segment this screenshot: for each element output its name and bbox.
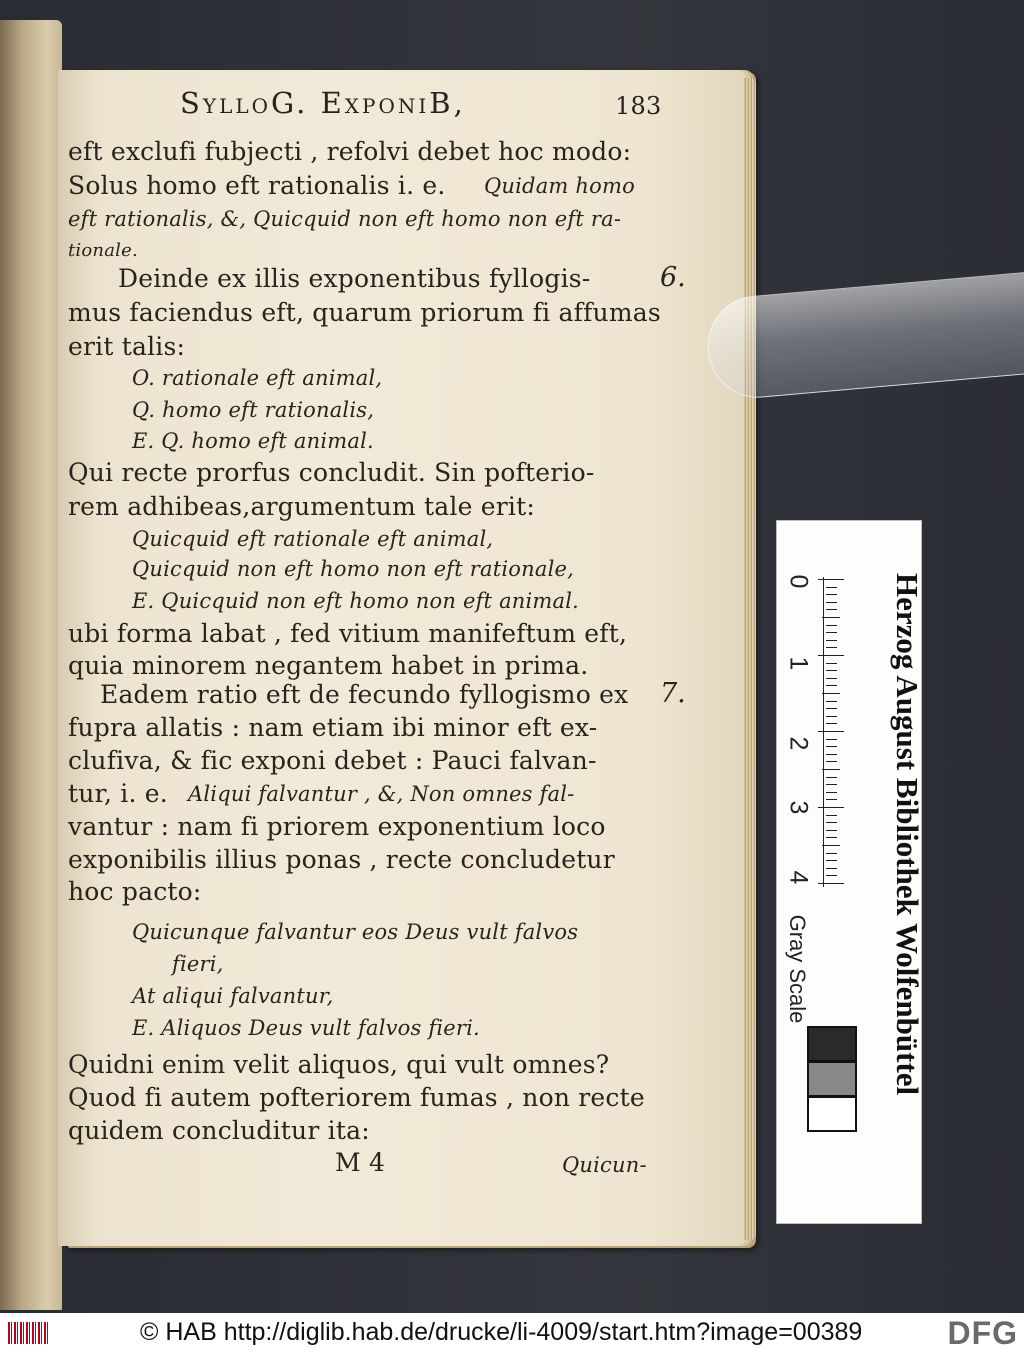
ruler-tick bbox=[818, 655, 844, 656]
text-line: fupra allatis : nam etiam ibi minor eft ex- bbox=[68, 713, 598, 742]
text-line: exponibilis illius ponas , recte concludetur bbox=[68, 845, 615, 874]
margin-note: 6. bbox=[660, 262, 686, 293]
ruler-ticks bbox=[777, 521, 857, 901]
ruler-tick bbox=[826, 640, 837, 641]
text-line: ubi forma labat , fed vitium manifeftum eft, bbox=[68, 619, 628, 648]
signature-mark: M 4 bbox=[335, 1148, 386, 1177]
text-line: erit talis: bbox=[68, 332, 186, 361]
ruler-tick bbox=[826, 594, 837, 595]
text-line: Eadem ratio eft de fecundo fyllogismo ex bbox=[100, 680, 629, 709]
ruler-tick bbox=[826, 663, 837, 664]
text-line: Qui recte prorfus concludit. Sin pofterio- bbox=[68, 458, 595, 487]
ruler-tick bbox=[826, 632, 837, 633]
italic-line: eft rationalis, &, Quicquid non eft homo non eft ra- bbox=[68, 207, 622, 231]
text-line: mus faciendus eft, quarum priorum fi affumas bbox=[68, 298, 661, 327]
gray-swatch-light bbox=[807, 1096, 857, 1132]
ruler-tick bbox=[826, 602, 837, 603]
ruler-tick bbox=[826, 670, 837, 671]
ruler-number: 2 bbox=[784, 736, 813, 751]
italic-line: Q. homo eft rationalis, bbox=[132, 398, 375, 422]
ruler-tick bbox=[826, 678, 837, 679]
ruler-tick bbox=[826, 761, 837, 762]
library-title: Herzog August Bibliothek Wolfenbüttel bbox=[890, 573, 925, 1096]
hab-logo-icon bbox=[8, 1322, 48, 1344]
ruler-tick bbox=[818, 883, 844, 884]
ruler-number: 0 bbox=[784, 574, 813, 589]
ruler-tick bbox=[826, 868, 837, 869]
page-fore-edge bbox=[744, 78, 756, 1240]
copyright-text: © HAB http://diglib.hab.de/drucke/li-4009/start.htm?image=00389 bbox=[140, 1318, 863, 1346]
italic-line: O. rationale eft animal, bbox=[132, 366, 383, 390]
ruler-tick bbox=[826, 799, 837, 800]
text-line: rem adhibeas,argumentum tale erit: bbox=[68, 492, 535, 521]
catchword: Quicun- bbox=[562, 1153, 647, 1177]
ruler-tick bbox=[826, 815, 837, 816]
italic-line: E. Aliquos Deus vult falvos fieri. bbox=[132, 1016, 480, 1040]
text-line: Quod fi autem pofteriorem fumas , non recte bbox=[68, 1083, 645, 1112]
running-head: SylloG. ExponiB, bbox=[180, 86, 466, 120]
page-number: 183 bbox=[615, 92, 662, 120]
gray-swatch-mid bbox=[807, 1061, 857, 1097]
ruler-number: 4 bbox=[784, 870, 813, 885]
ruler-tick bbox=[826, 723, 837, 724]
italic-line: E. Quicquid non eft homo non eft animal. bbox=[132, 589, 580, 613]
ruler-tick bbox=[826, 647, 837, 648]
ruler-tick bbox=[826, 708, 837, 709]
ruler-tick bbox=[826, 701, 837, 702]
ruler-tick bbox=[826, 739, 837, 740]
italic-line: fieri, bbox=[172, 952, 224, 976]
ruler-number: 3 bbox=[784, 800, 813, 815]
text-line: vantur : nam fi priorem exponentium loco bbox=[68, 812, 606, 841]
ruler-number: 1 bbox=[784, 656, 813, 671]
text-line: Deinde ex illis exponentibus fyllogis- bbox=[118, 264, 591, 293]
text-line: eft exclufi fubjecti , refolvi debet hoc modo: bbox=[68, 137, 632, 166]
previous-page-edge bbox=[0, 20, 62, 1310]
scale-card bbox=[777, 521, 925, 1223]
text-line: hoc pacto: bbox=[68, 877, 202, 906]
ruler-tick bbox=[822, 769, 840, 770]
italic-line: Quidam homo bbox=[484, 174, 635, 198]
ruler-tick bbox=[818, 579, 844, 580]
italic-line: Quicunque falvantur eos Deus vult falvos bbox=[132, 920, 579, 944]
text-line: tur, i. e. bbox=[68, 779, 168, 808]
dfg-logo: DFG bbox=[947, 1315, 1018, 1351]
italic-line: At aliqui falvantur, bbox=[132, 984, 334, 1008]
ruler-tick bbox=[822, 845, 840, 846]
ruler-tick bbox=[826, 609, 837, 610]
italic-line: E. Q. homo eft animal. bbox=[132, 429, 374, 453]
ruler-tick bbox=[818, 807, 844, 808]
italic-line: tionale. bbox=[68, 240, 138, 261]
ruler-tick bbox=[826, 587, 837, 588]
text-line: Quidni enim velit aliquos, qui vult omnes? bbox=[68, 1050, 610, 1079]
ruler-tick bbox=[826, 822, 837, 823]
ruler-tick bbox=[826, 792, 837, 793]
ruler-tick bbox=[826, 746, 837, 747]
italic-line: Aliqui falvantur , &, Non omnes fal- bbox=[188, 782, 575, 806]
ruler-tick bbox=[818, 731, 844, 732]
text-line: clufiva, & fic exponi debet : Pauci falvan- bbox=[68, 746, 597, 775]
text-line: Solus homo eft rationalis i. e. bbox=[68, 171, 446, 200]
text-line: quidem concluditur ita: bbox=[68, 1116, 370, 1145]
ruler-tick bbox=[826, 777, 837, 778]
ruler-tick bbox=[822, 617, 840, 618]
ruler-tick bbox=[826, 837, 837, 838]
ruler-tick bbox=[826, 853, 837, 854]
ruler-tick bbox=[826, 625, 837, 626]
footer-bar bbox=[0, 1313, 1024, 1353]
gray-scale-label: Gray Scale bbox=[785, 914, 810, 1024]
italic-line: Quicquid eft rationale eft animal, bbox=[132, 527, 494, 551]
ruler-tick bbox=[826, 716, 837, 717]
ruler-tick bbox=[826, 860, 837, 861]
italic-line: Quicquid non eft homo non eft rationale, bbox=[132, 557, 575, 581]
ruler-tick bbox=[826, 754, 837, 755]
text-line: quia minorem negantem habet in prima. bbox=[68, 651, 589, 680]
margin-note: 7. bbox=[660, 678, 686, 709]
ruler-tick bbox=[826, 830, 837, 831]
ruler-tick bbox=[826, 685, 837, 686]
ruler-tick bbox=[826, 875, 837, 876]
ruler-tick bbox=[826, 784, 837, 785]
gray-swatch-dark bbox=[807, 1026, 857, 1062]
ruler-tick bbox=[822, 693, 840, 694]
